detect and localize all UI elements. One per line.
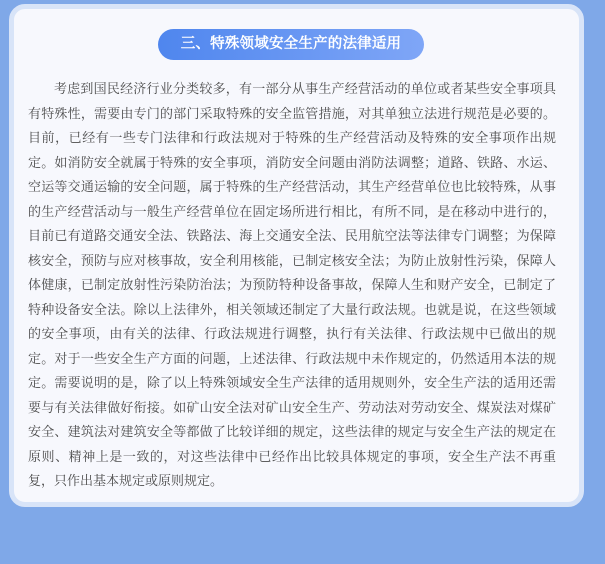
section-heading: 三、特殊领域安全生产的法律适用 bbox=[158, 29, 424, 60]
section-paragraph: 考虑到国民经济行业分类较多，有一部分从事生产经营活动的单位或者某些安全事项具有特殊性，需要由专门的部门采取特殊的安全监管措施，对其单独立法进行规范是必要的。目前，已经有一些专门法律和行政法规对于特殊的生产经营活动及特殊的安全事项作出规定。如消防安全就属于特殊的安全事项，消防安全问题由消防法调整；道路、铁路、水运、空运等交通运输的安全问题，属于特殊的生产经营活动，其生产经营单位也比较特殊，从事的生产经营活动与一般生产经营单位在固定场所进行相比，有所不同，是在移动中进行的，目前已有道路交通安全法、铁路法、海上交通安全法、民用航空法等法律专门调整；为保障核安全，预防与应对核事故，安全利用核能，已制定核安全法；为防止放射性污染，保障人体健康，已制定放射性污染防治法；为预防特种设备事故，保障人生和财产安全，已制定了特种设备安全法。除以上法律外，相关领域还制定了大量行政法规。也就是说，在这些领域的安全事项，由有关的法律、行政法规进行调整，执行有关法律、行政法规中已做出的规定。对于一些安全生产方面的问题，上述法律、行政法规中未作规定的，仍然适用本法的规定。需要说明的是，除了以上特殊领域安全生产法律的适用规则外，安全生产法的适用还需要与有关法律做好衔接。如矿山安全法对矿山安全生产、劳动法对劳动安全、煤炭法对煤矿安全、建筑法对建筑安全等都做了比较详细的规定，这些法律的规定与安全生产法的规定在原则、精神上是一致的，对这些法律中已经作出比较具体规定的事项，安全生产法不再重复，只作出基本规定或原则规定。 bbox=[28, 82, 556, 489]
